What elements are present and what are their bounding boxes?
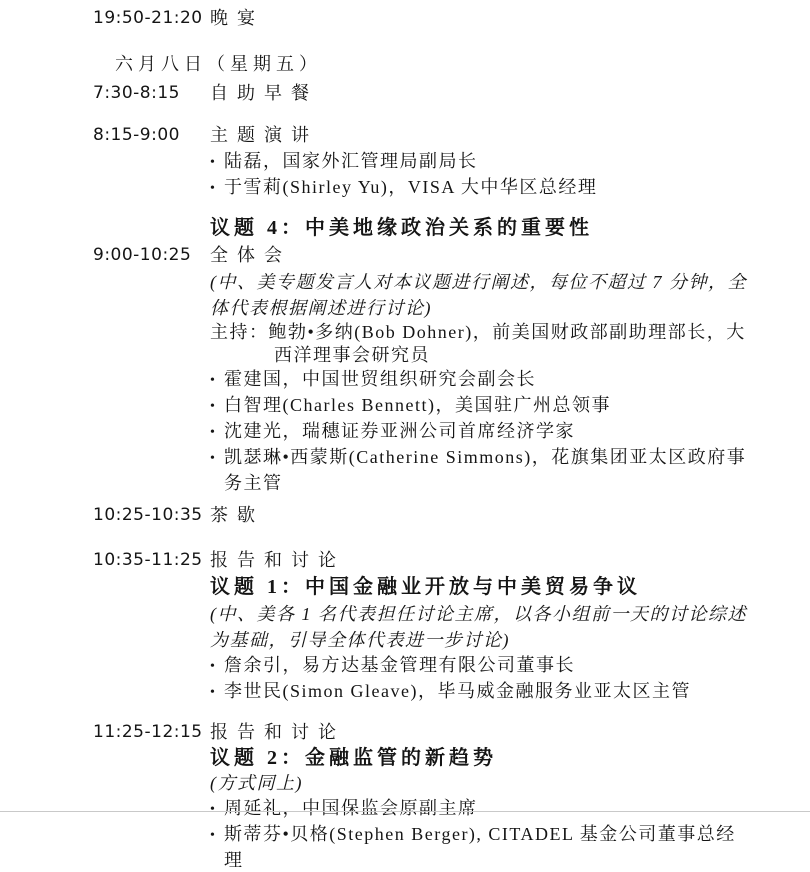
topic-heading-row	[93, 215, 810, 242]
speaker-text: 陆磊，国家外汇管理局副局长	[224, 151, 478, 171]
speaker-item	[210, 419, 750, 445]
session-row-tea-break	[93, 502, 810, 529]
speaker-text: 沈建光，瑞穗证券亚洲公司首席经济学家	[224, 421, 575, 441]
bullet-icon: •	[210, 659, 217, 674]
session-row-dinner	[93, 5, 810, 32]
format-note: (方式同上)	[210, 773, 303, 793]
date-heading: 六月八日（星期五）	[115, 54, 322, 74]
session-row-breakfast	[93, 80, 810, 107]
speaker-text: 李世民(Simon Gleave)，毕马威金融服务业亚太区主管	[224, 681, 691, 701]
time-label: 7:30-8:15	[93, 83, 180, 103]
speaker-item	[210, 393, 750, 419]
format-note: (中、美各 1 名代表担任讨论主席，以各小组前一天的讨论综述为基础，引导全体代表进一步讨论)	[210, 604, 747, 650]
session-row-discussion-1	[93, 547, 810, 705]
moderator-line	[210, 321, 750, 367]
session-title: 自助早餐	[210, 83, 318, 103]
speaker-item	[210, 653, 750, 679]
format-note: (中、美专题发言人对本议题进行阐述，每位不超过 7 分钟，全体代表根据阐述进行讨论)	[210, 272, 747, 318]
speaker-item	[210, 149, 750, 175]
bullet-icon: •	[210, 399, 217, 414]
speaker-item	[210, 822, 750, 872]
time-label: 11:25-12:15	[93, 722, 203, 742]
speaker-item	[210, 796, 750, 822]
time-label: 9:00-10:25	[93, 245, 192, 265]
bullet-icon: •	[210, 828, 217, 843]
session-row-keynote	[93, 122, 810, 201]
bullet-icon: •	[210, 181, 217, 196]
speaker-item	[210, 175, 750, 201]
speaker-text: 白智理(Charles Bennett)，美国驻广州总领事	[224, 395, 611, 415]
time-label: 8:15-9:00	[93, 125, 180, 145]
speaker-text: 周延礼，中国保监会原副主席	[224, 798, 478, 818]
bullet-icon: •	[210, 685, 217, 700]
time-label: 10:25-10:35	[93, 505, 203, 525]
moderator-text: 鲍勃•多纳(Bob Dohner)，前美国财政部副助理部长，大西洋理事会研究员	[268, 322, 746, 365]
bullet-icon: •	[210, 425, 217, 440]
bullet-icon: •	[210, 451, 217, 466]
session-row-plenary	[93, 242, 810, 496]
time-label: 10:35-11:25	[93, 550, 203, 570]
moderator-label: 主持：	[210, 322, 269, 342]
session-title: 报告和讨论	[210, 550, 345, 570]
session-title: 茶歇	[210, 505, 264, 525]
speaker-text: 斯蒂芬•贝格(Stephen Berger), CITADEL 基金公司董事总经理	[224, 824, 736, 870]
session-title: 主题演讲	[210, 125, 318, 145]
bullet-icon: •	[210, 373, 217, 388]
bullet-icon: •	[210, 802, 217, 817]
speaker-text: 詹余引，易方达基金管理有限公司董事长	[224, 655, 575, 675]
topic-heading: 议题 4：中美地缘政治关系的重要性	[210, 217, 593, 239]
speaker-item	[210, 367, 750, 393]
time-label: 19:50-21:20	[93, 8, 203, 28]
session-row-discussion-2	[93, 719, 810, 872]
speaker-text: 于雪莉(Shirley Yu)，VISA 大中华区总经理	[224, 177, 598, 197]
speaker-item	[210, 679, 750, 705]
session-title: 报告和讨论	[210, 722, 345, 742]
topic-heading: 议题 1：中国金融业开放与中美贸易争议	[210, 576, 641, 598]
session-title: 晚宴	[210, 8, 264, 28]
speaker-text: 凯瑟琳•西蒙斯(Catherine Simmons)，花旗集团亚太区政府事务主管	[224, 447, 747, 493]
bullet-icon: •	[210, 155, 217, 170]
speaker-item	[210, 445, 750, 496]
speaker-text: 霍建国，中国世贸组织研究会副会长	[224, 369, 536, 389]
topic-heading: 议题 2：金融监管的新趋势	[210, 747, 497, 769]
session-title: 全体会	[210, 245, 291, 265]
